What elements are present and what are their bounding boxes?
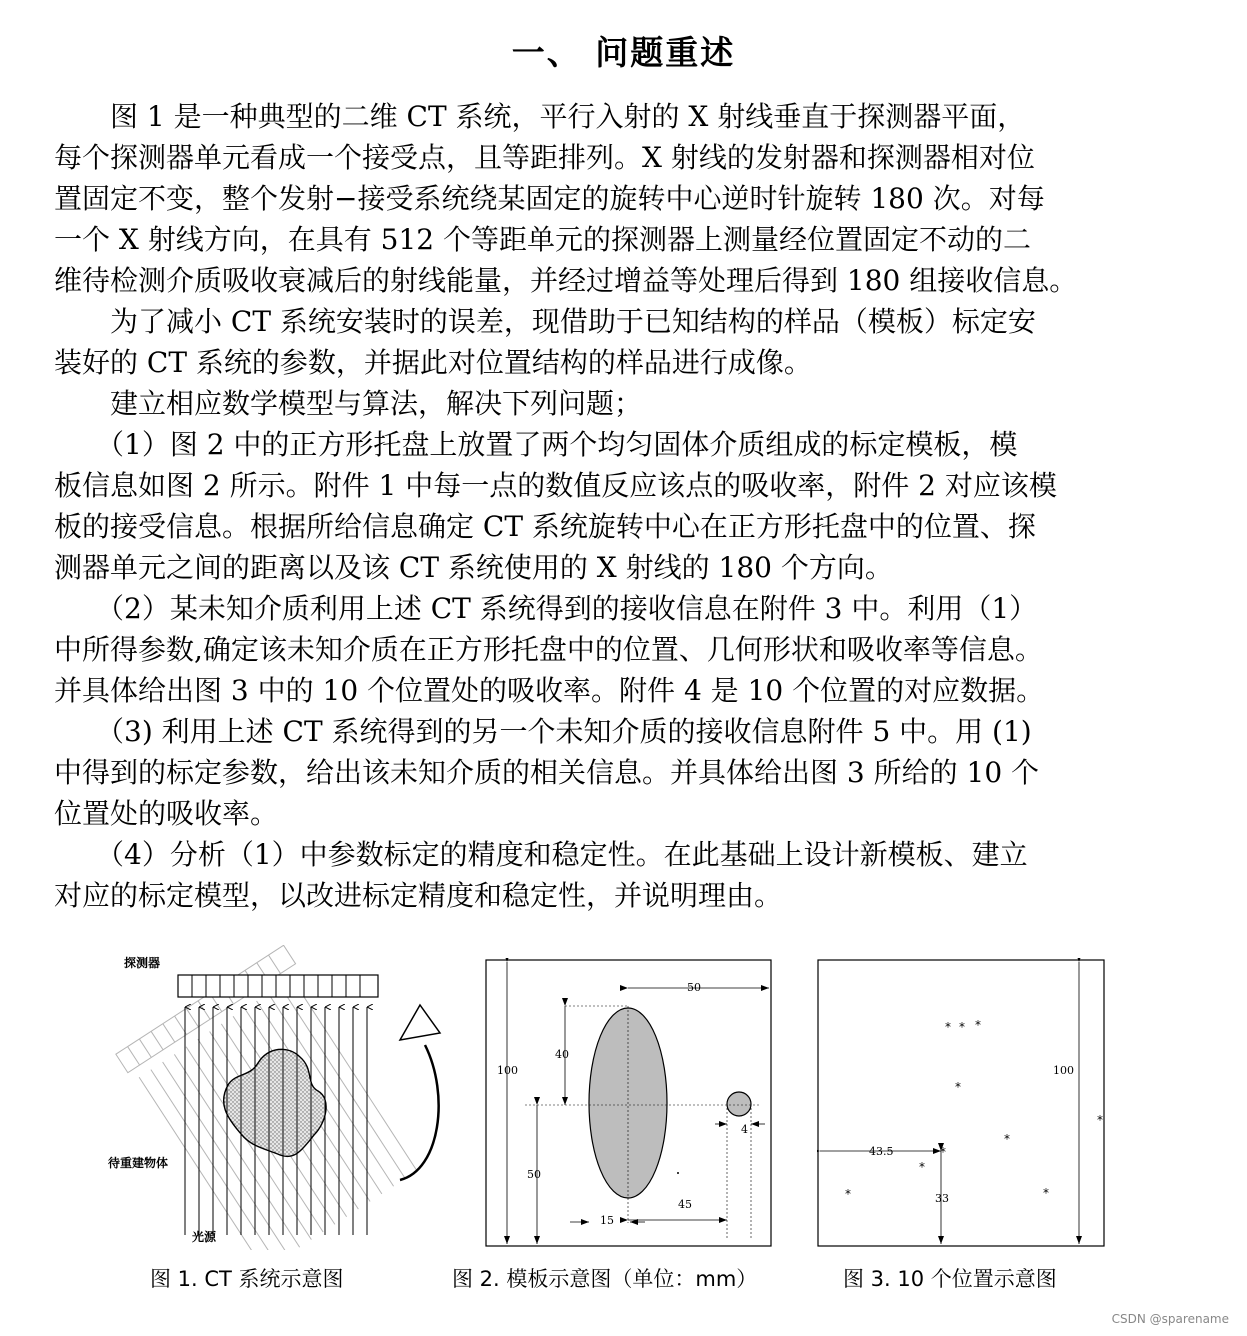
paragraph-line: （4）分析（1）中参数标定的精度和稳定性。在此基础上设计新模板、建立 [54,838,1028,871]
circle-sample [727,1092,751,1116]
paragraph-line: 位置处的吸收率。 [54,797,279,830]
paragraph-line: （1）图 2 中的正方形托盘上放置了两个均匀固体介质组成的标定模板，模 [54,428,1018,461]
position-marker: * [1004,1132,1010,1146]
paragraph-line: 图 1 是一种典型的二维 CT 系统，平行入射的 X 射线垂直于探测器平面， [54,100,1026,133]
dim-lower: 50 [527,1168,541,1181]
position-marker: * [845,1187,851,1201]
paragraph-line: 装好的 CT 系统的参数，并据此对位置结构的样品进行成像。 [54,346,812,379]
paragraph-line: 测器单元之间的距离以及该 CT 系统使用的 X 射线的 180 个方向。 [54,551,893,584]
paragraph-line: 一个 X 射线方向，在具有 512 个等距单元的探测器上测量经位置固定不动的二 [54,223,1031,256]
position-marker: * [945,1020,951,1034]
watermark: CSDN @sparename [1111,1312,1229,1326]
paragraph-line: 维待检测介质吸收衰减后的射线能量，并经过增益等处理后得到 180 组接收信息。 [54,264,1078,297]
paragraph-line: 并具体给出图 3 中的 10 个位置处的吸收率。附件 4 是 10 个位置的对应数据。 [54,674,1045,707]
paragraph-line: （3) 利用上述 CT 系统得到的另一个未知介质的接收信息附件 5 中。用 (1) [54,715,1032,748]
detector-label: 探测器 [124,956,161,970]
figure-2-caption: 图 2. 模板示意图（单位：mm） [452,1267,758,1291]
paragraph-line: 对应的标定模型，以改进标定精度和稳定性，并说明理由。 [54,879,783,912]
dim-circle: 4 [741,1123,748,1136]
source-label: 光源 [192,1230,217,1244]
dim-x: 43.5 [869,1145,894,1158]
positions-diagram [817,958,1109,1250]
paragraph-line: 中得到的标定参数，给出该未知介质的相关信息。并具体给出图 3 所给的 10 个 [54,756,1040,789]
object-label: 待重建物体 [108,1156,169,1170]
paragraph-line: 为了减小 CT 系统安装时的误差，现借助于已知结构的样品（模板）标定安 [54,305,1036,338]
ct-system-diagram [100,945,460,1250]
position-marker: * [940,1145,946,1159]
dim-left-total: 100 [497,1064,518,1077]
figure-2 [485,958,775,1250]
square-tray [818,960,1104,1246]
paragraph-line: 置固定不变，整个发射−接受系统绕某固定的旋转中心逆时针旋转 180 次。对每 [54,182,1045,215]
rotation-arrow [400,1045,439,1180]
figure-1 [100,945,460,1250]
position-marker: * [1043,1186,1049,1200]
section-title: 一、 问题重述 [511,33,736,72]
paragraph-line: 中所得参数,确定该未知介质在正方形托盘中的位置、几何形状和吸收率等信息。 [54,633,1043,666]
dim-right: 100 [1053,1064,1074,1077]
position-marker: * [919,1160,925,1174]
problem-text [54,96,1224,916]
paragraph-line: 每个探测器单元看成一个接受点，且等距排列。X 射线的发射器和探测器相对位 [54,141,1035,174]
figure-1-caption: 图 1. CT 系统示意图 [150,1267,344,1291]
dim-y: 33 [935,1192,949,1205]
position-marker: * [1097,1113,1103,1127]
dim-top: 50 [687,981,701,994]
position-marker: * [955,1080,961,1094]
figure-3 [817,958,1109,1250]
dim-bottom: 15 [600,1214,614,1227]
paragraph-line: 板信息如图 2 所示。附件 1 中每一点的数值反应该点的吸收率，附件 2 对应该模 [54,469,1057,502]
paragraph-line: 板的接受信息。根据所给信息确定 CT 系统旋转中心在正方形托盘中的位置、探 [54,510,1036,543]
dim-upper: 40 [555,1048,569,1061]
paragraph-line: 建立相应数学模型与算法，解决下列问题； [54,387,643,420]
dim-center: 45 [678,1198,692,1211]
template-diagram [485,958,775,1250]
position-marker: * [959,1020,965,1034]
position-marker: * [975,1018,981,1032]
figure-3-caption: 图 3. 10 个位置示意图 [843,1267,1057,1291]
paragraph-line: （2）某未知介质利用上述 CT 系统得到的接收信息在附件 3 中。利用（1） [54,592,1038,625]
detector-array [178,975,378,997]
